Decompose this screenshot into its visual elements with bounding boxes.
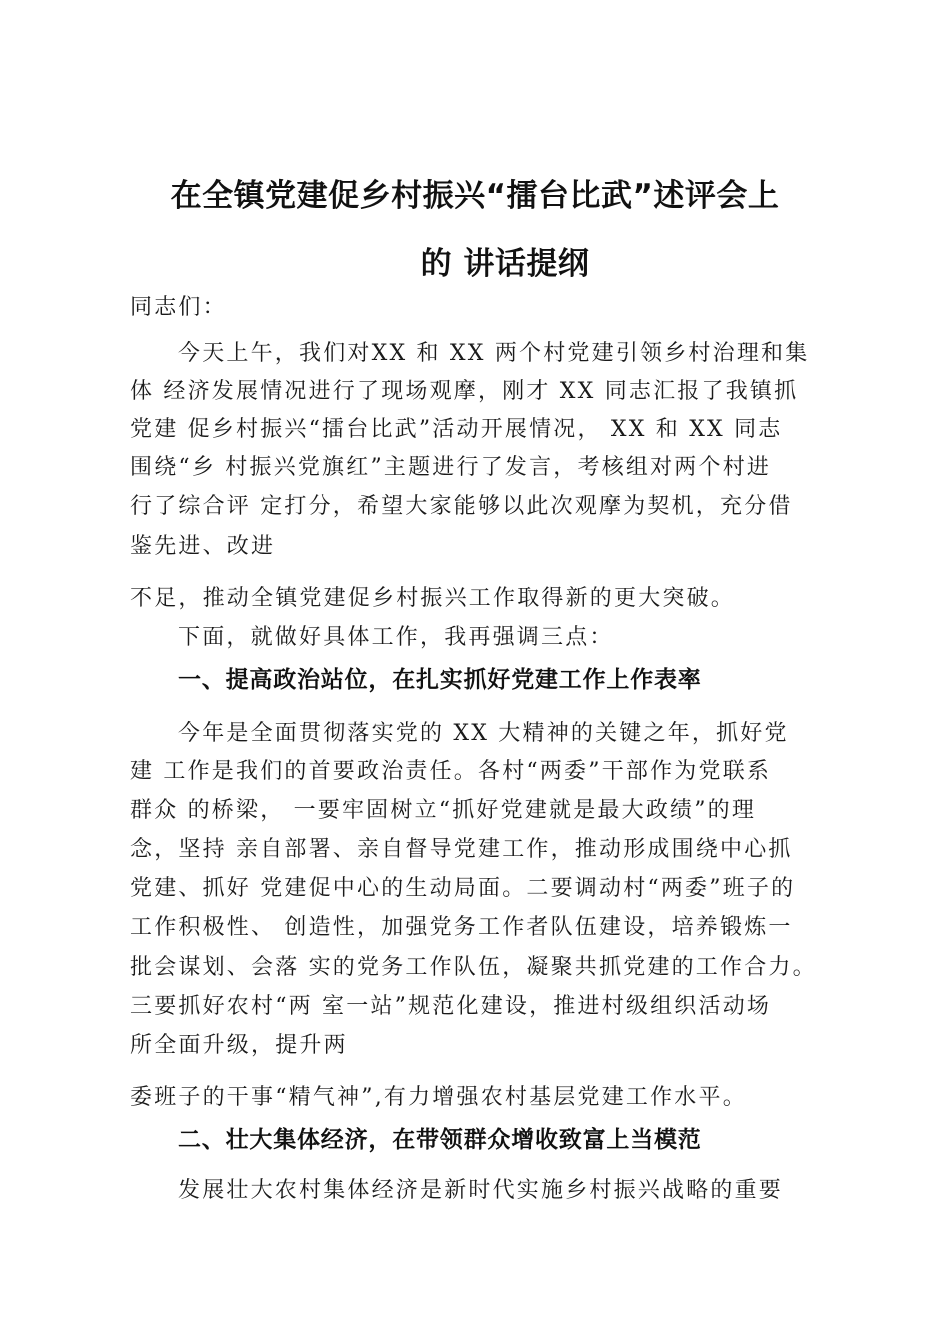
section-1-line: 念，坚持 亲自部署、亲自督导党建工作，推动形成围绕中心抓 — [130, 837, 793, 862]
section-2-heading: 二、壮大集体经济，在带领群众增收致富上当模范 — [178, 1127, 702, 1153]
document-title-line-1: 在全镇党建促乡村振兴“擂台比武”述评会上 — [170, 178, 780, 214]
intro-line: 围绕“乡 村振兴党旗红”主题进行了发言，考核组对两个村进 — [130, 455, 772, 480]
section-1-line: 今年是全面贯彻落实党的 XX 大精神的关键之年，抓好党 — [178, 721, 789, 746]
document-title-line-2: 的 讲话提纲 — [420, 246, 590, 282]
section-1-line: 委班子的干事“精气神”,有力增强农村基层党建工作水平。 — [130, 1085, 747, 1110]
intro-line: 体 经济发展情况进行了现场观摩，刚才 XX 同志汇报了我镇抓 — [130, 379, 799, 404]
intro-line: 行了综合评 定打分，希望大家能够以此次观摩为契机，充分借 — [130, 494, 793, 519]
intro-line: 今天上午，我们对XX 和 XX 两个村党建引领乡村治理和集 — [178, 341, 810, 366]
section-1-line: 所全面升级，提升两 — [130, 1033, 348, 1058]
section-1-heading: 一、提高政治站位，在扎实抓好党建工作上作表率 — [178, 667, 702, 693]
salutation: 同志们： — [130, 295, 227, 320]
section-1-line: 三要抓好农村“两 室一站”规范化建设，推进村级组织活动场 — [130, 994, 772, 1019]
section-2-line: 发展壮大农村集体经济是新时代实施乡村振兴战略的重要 — [178, 1178, 784, 1203]
section-1-line: 群众 的桥梁， 一要牢固树立“抓好党建就是最大政绩”的理 — [130, 798, 757, 823]
intro-line: 党建 促乡村振兴“擂台比武”活动开展情况， XX 和 XX 同志 — [130, 417, 783, 442]
section-1-line: 批会谋划、会落 实的党务工作队伍，凝聚共抓党建的工作合力。 — [130, 955, 817, 980]
intro-line: 不足，推动全镇党建促乡村振兴工作取得新的更大突破。 — [130, 586, 736, 611]
intro-line: 下面，就做好具体工作，我再强调三点： — [178, 625, 614, 650]
section-1-line: 党建、抓好 党建促中心的生动局面。二要调动村“两委”班子的 — [130, 876, 796, 901]
intro-line: 鉴先进、改进 — [130, 534, 276, 559]
section-1-line: 工作积极性、 创造性，加强党务工作者队伍建设，培养锻炼一 — [130, 915, 793, 940]
section-1-line: 建 工作是我们的首要政治责任。各村“两委”干部作为党联系 — [130, 759, 772, 784]
